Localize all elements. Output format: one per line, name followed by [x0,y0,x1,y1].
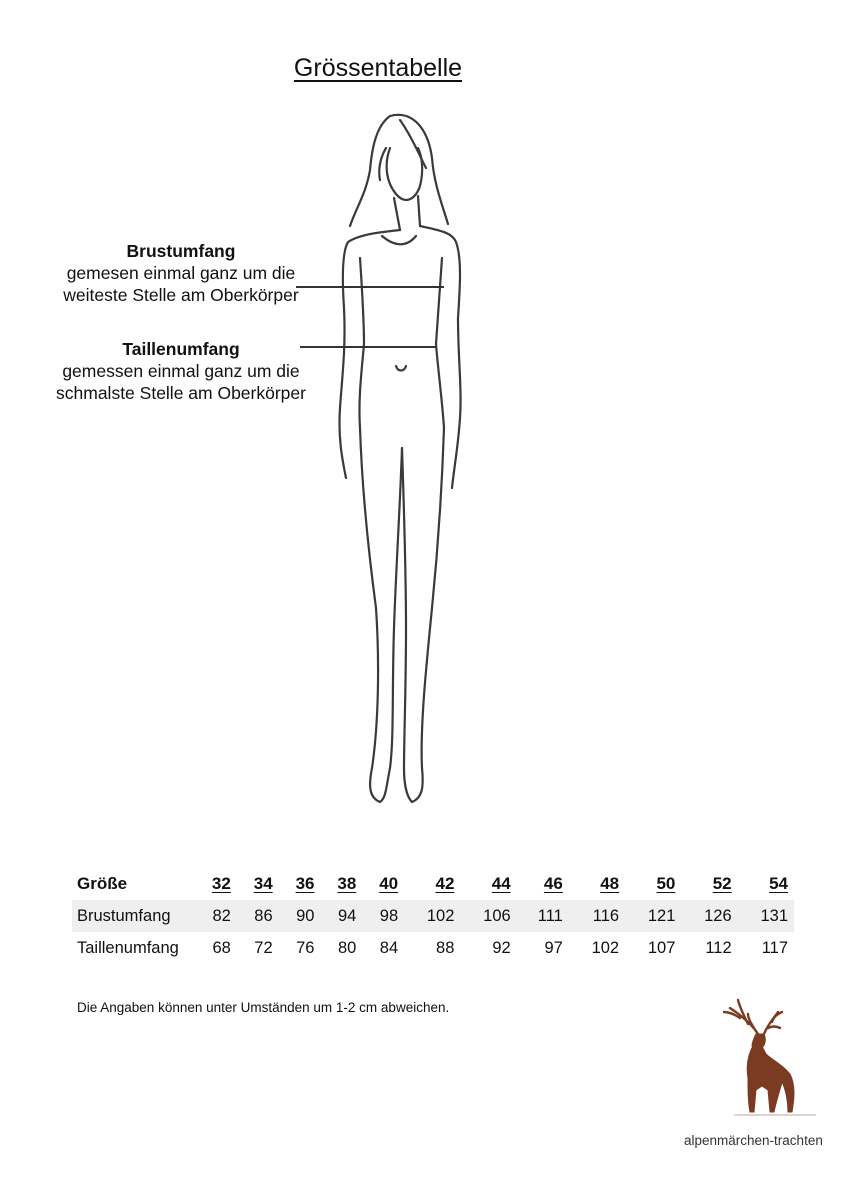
table-cell: 88 [436,938,455,957]
table-cell: 102 [404,900,460,932]
size-cell: 44 [491,874,511,893]
table-cell: 116 [569,900,625,932]
table-cell: 111 [517,900,569,932]
table-row [72,900,794,932]
table-cell: 76 [296,938,315,957]
table-cell: 90 [279,900,321,932]
table-row [72,932,794,964]
table-cell: 84 [379,938,399,957]
size-header-label: Größe [77,874,128,893]
table-cell: 68 [212,938,231,957]
size-cell: 54 [769,874,788,893]
table-cell: 112 [705,938,732,957]
bust-desc-line1: gemesen einmal ganz um die [66,263,296,283]
size-cell: 36 [295,874,315,893]
table-cell: 72 [254,938,273,957]
waist-label [26,338,336,404]
table-cell: 98 [362,900,404,932]
table-cell: 107 [647,938,676,957]
size-table [72,868,794,964]
deer-stag-icon [718,994,818,1119]
table-cell: 131 [738,900,794,932]
bust-desc-line2: weiteste Stelle am Oberkörper [63,285,299,305]
size-cell: 50 [656,874,676,893]
disclaimer-note: Die Angaben können unter Umständen um 1-2 cm abweichen. [77,1000,450,1015]
bust-label [26,240,336,306]
size-cell: 48 [600,874,620,893]
row-label: Taillenumfang [77,938,179,957]
table-cell: 94 [320,900,362,932]
table-cell: 117 [761,938,788,957]
table-cell: 86 [237,900,279,932]
table-cell: 126 [681,900,737,932]
brand-name: alpenmärchen-trachten [684,1133,823,1148]
table-cell: 121 [625,900,681,932]
table-cell: 92 [492,938,511,957]
table-cell: 102 [591,938,620,957]
waist-desc-line2: schmalste Stelle am Oberkörper [56,383,306,403]
size-cell: 34 [253,874,273,893]
size-cell: 42 [435,874,455,893]
size-cell: 38 [337,874,357,893]
size-cell: 32 [211,874,231,893]
table-cell: 82 [195,900,237,932]
waist-heading: Taillenumfang [122,339,240,359]
size-cell: 52 [712,874,732,893]
size-header-row [72,868,794,900]
row-label: Brustumfang [72,900,195,932]
table-cell: 80 [337,938,357,957]
page-title: Grössentabelle [293,54,463,82]
waist-desc-line1: gemessen einmal ganz um die [62,361,300,381]
bust-heading: Brustumfang [126,241,236,261]
table-cell: 97 [544,938,563,957]
table-cell: 106 [460,900,516,932]
female-body-outline-icon [320,108,480,808]
size-cell: 46 [543,874,563,893]
size-cell: 40 [379,874,399,893]
